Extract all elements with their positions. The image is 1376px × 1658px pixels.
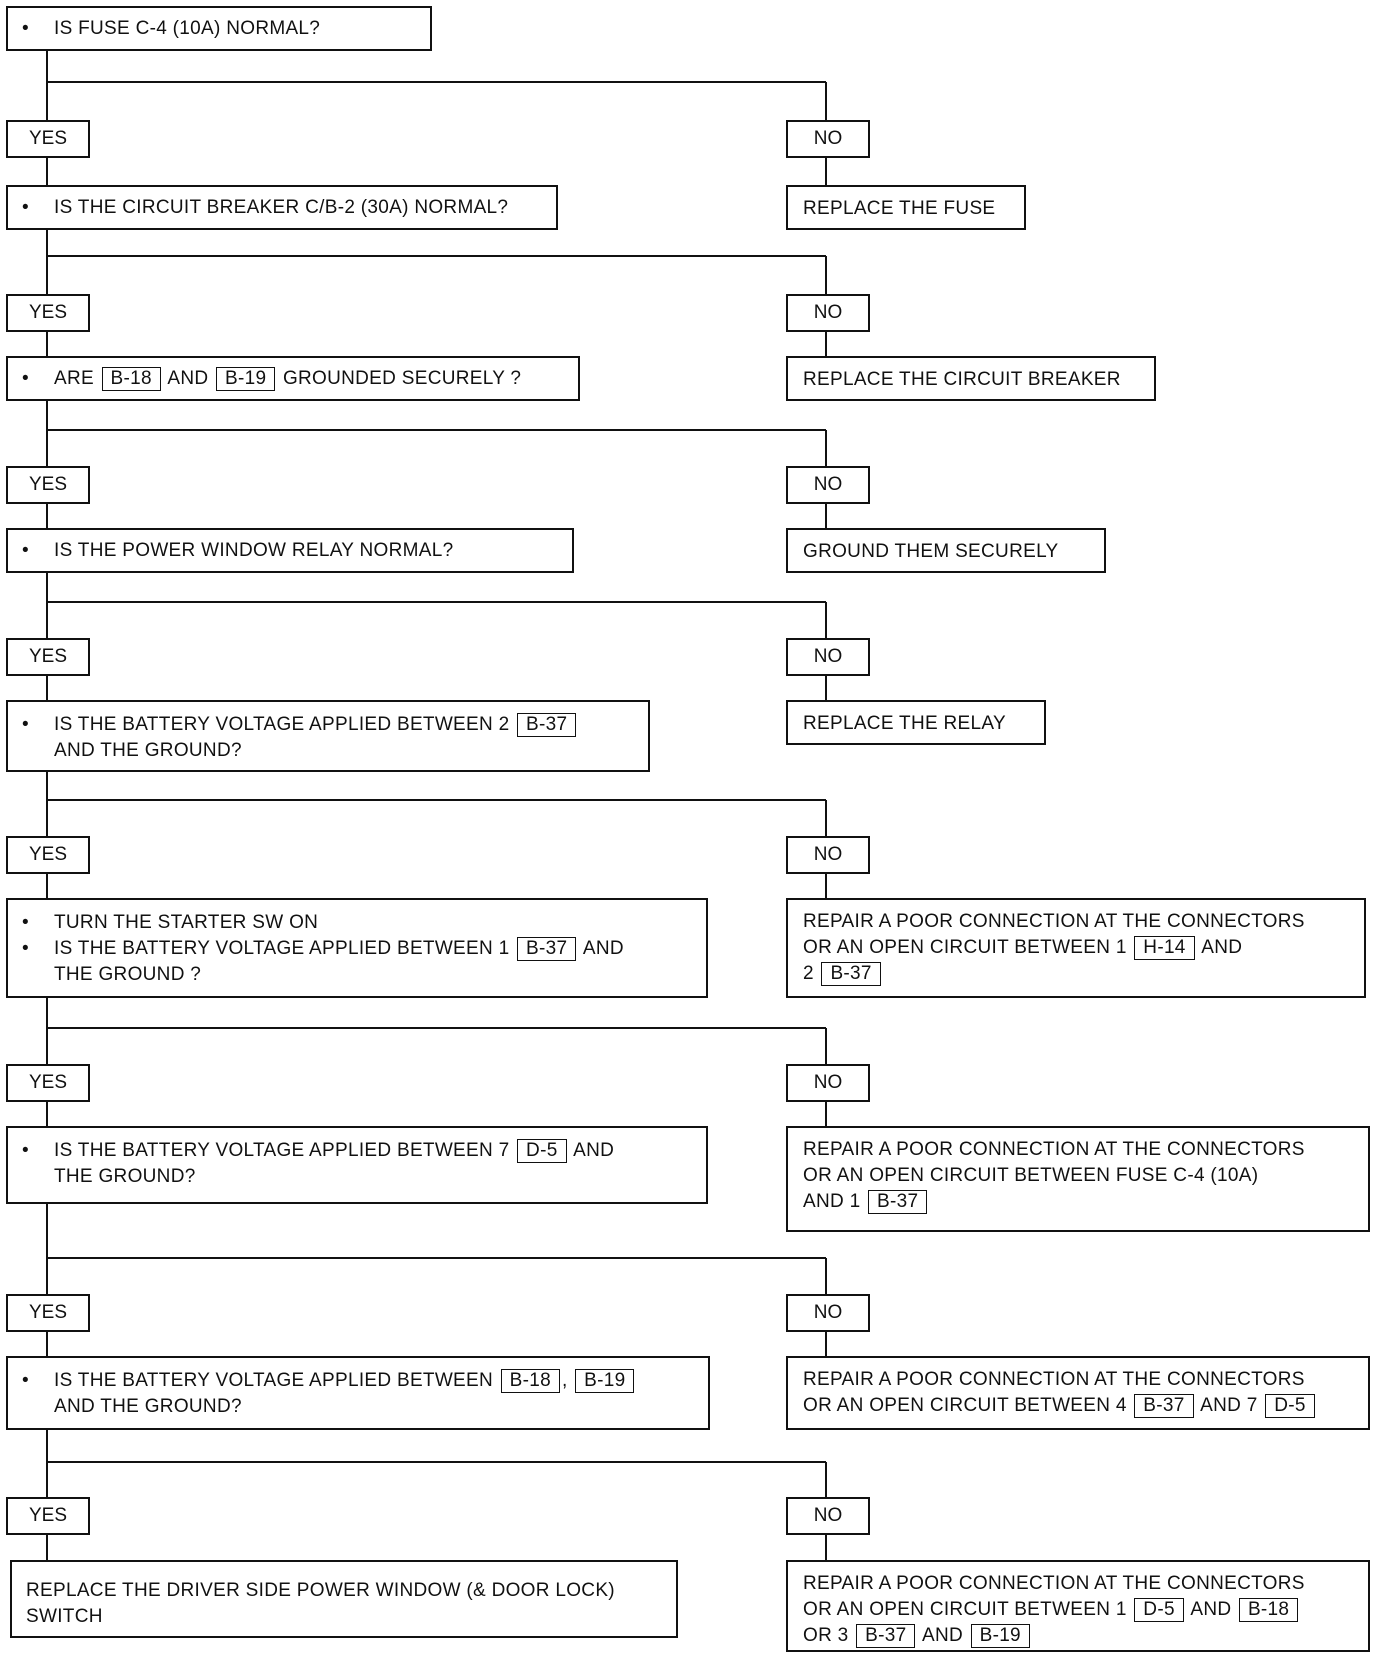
no-label-7: NO xyxy=(786,1294,870,1332)
connector-ref-b19: B-19 xyxy=(575,1369,634,1393)
no-result-box-5: REPAIR A POOR CONNECTION AT THE CONNECTORS OR AN OPEN CIRCUIT BETWEEN 1 H-14 AND 2 B-37 xyxy=(786,898,1366,998)
yes-label-2: YES xyxy=(6,294,90,332)
connector-ref-d5: D-5 xyxy=(517,1139,567,1163)
no-result-box-3: GROUND THEM SECURELY xyxy=(786,528,1106,573)
connector-ref-d5: D-5 xyxy=(1265,1394,1315,1418)
connector-ref-b37: B-37 xyxy=(1134,1394,1193,1418)
no-result-box-4: REPLACE THE RELAY xyxy=(786,700,1046,745)
connector-ref-b37: B-37 xyxy=(868,1190,927,1214)
question-box-6: • TURN THE STARTER SW ON • IS THE BATTERY VOLTAGE APPLIED BETWEEN 1 B-37 AND THE GROUND ? xyxy=(6,898,708,998)
final-result-box: REPLACE THE DRIVER SIDE POWER WINDOW (& DOOR LOCK) SWITCH xyxy=(10,1560,678,1638)
no-label-4: NO xyxy=(786,638,870,676)
connector-ref-b37: B-37 xyxy=(517,713,576,737)
question-box-2: • IS THE CIRCUIT BREAKER C/B-2 (30A) NORMAL? xyxy=(6,185,558,230)
no-label-2: NO xyxy=(786,294,870,332)
connector-ref-b37: B-37 xyxy=(856,1624,915,1648)
question-box-8: • IS THE BATTERY VOLTAGE APPLIED BETWEEN B-18 , B-19 AND THE GROUND? xyxy=(6,1356,710,1430)
connector-ref-b37: B-37 xyxy=(517,937,576,961)
no-result-box-6: REPAIR A POOR CONNECTION AT THE CONNECTORS OR AN OPEN CIRCUIT BETWEEN FUSE C-4 (10A) AND 1 B-37 xyxy=(786,1126,1370,1232)
no-result-box-1: REPLACE THE FUSE xyxy=(786,185,1026,230)
yes-label-6: YES xyxy=(6,1064,90,1102)
connector-ref-b19: B-19 xyxy=(216,367,275,391)
connector-ref-b19: B-19 xyxy=(971,1624,1030,1648)
no-result-box-7: REPAIR A POOR CONNECTION AT THE CONNECTORS OR AN OPEN CIRCUIT BETWEEN 4 B-37 AND 7 D-5 xyxy=(786,1356,1370,1430)
connector-ref-b18: B-18 xyxy=(501,1369,560,1393)
connector-ref-b18: B-18 xyxy=(1239,1598,1298,1622)
no-label-1: NO xyxy=(786,120,870,158)
no-label-8: NO xyxy=(786,1497,870,1535)
yes-label-1: YES xyxy=(6,120,90,158)
connector-ref-b18: B-18 xyxy=(102,367,161,391)
no-result-box-2: REPLACE THE CIRCUIT BREAKER xyxy=(786,356,1156,401)
question-box-4: • IS THE POWER WINDOW RELAY NORMAL? xyxy=(6,528,574,573)
question-box-5: • IS THE BATTERY VOLTAGE APPLIED BETWEEN 2 B-37 AND THE GROUND? xyxy=(6,700,650,772)
yes-label-4: YES xyxy=(6,638,90,676)
no-result-box-8: REPAIR A POOR CONNECTION AT THE CONNECTORS OR AN OPEN CIRCUIT BETWEEN 1 D-5 AND B-18 OR 3 B-37 AND B-19 xyxy=(786,1560,1370,1652)
yes-label-5: YES xyxy=(6,836,90,874)
yes-label-3: YES xyxy=(6,466,90,504)
no-label-3: NO xyxy=(786,466,870,504)
question-box-3: • ARE B-18 AND B-19 GROUNDED SECURELY ? xyxy=(6,356,580,401)
no-label-5: NO xyxy=(786,836,870,874)
question-box-7: • IS THE BATTERY VOLTAGE APPLIED BETWEEN 7 D-5 AND THE GROUND? xyxy=(6,1126,708,1204)
connector-ref-b37: B-37 xyxy=(821,962,880,986)
connector-ref-d5: D-5 xyxy=(1134,1598,1184,1622)
no-label-6: NO xyxy=(786,1064,870,1102)
question-box-1: • IS FUSE C-4 (10A) NORMAL? xyxy=(6,6,432,51)
connector-ref-h14: H-14 xyxy=(1134,936,1194,960)
yes-label-7: YES xyxy=(6,1294,90,1332)
yes-label-8: YES xyxy=(6,1497,90,1535)
